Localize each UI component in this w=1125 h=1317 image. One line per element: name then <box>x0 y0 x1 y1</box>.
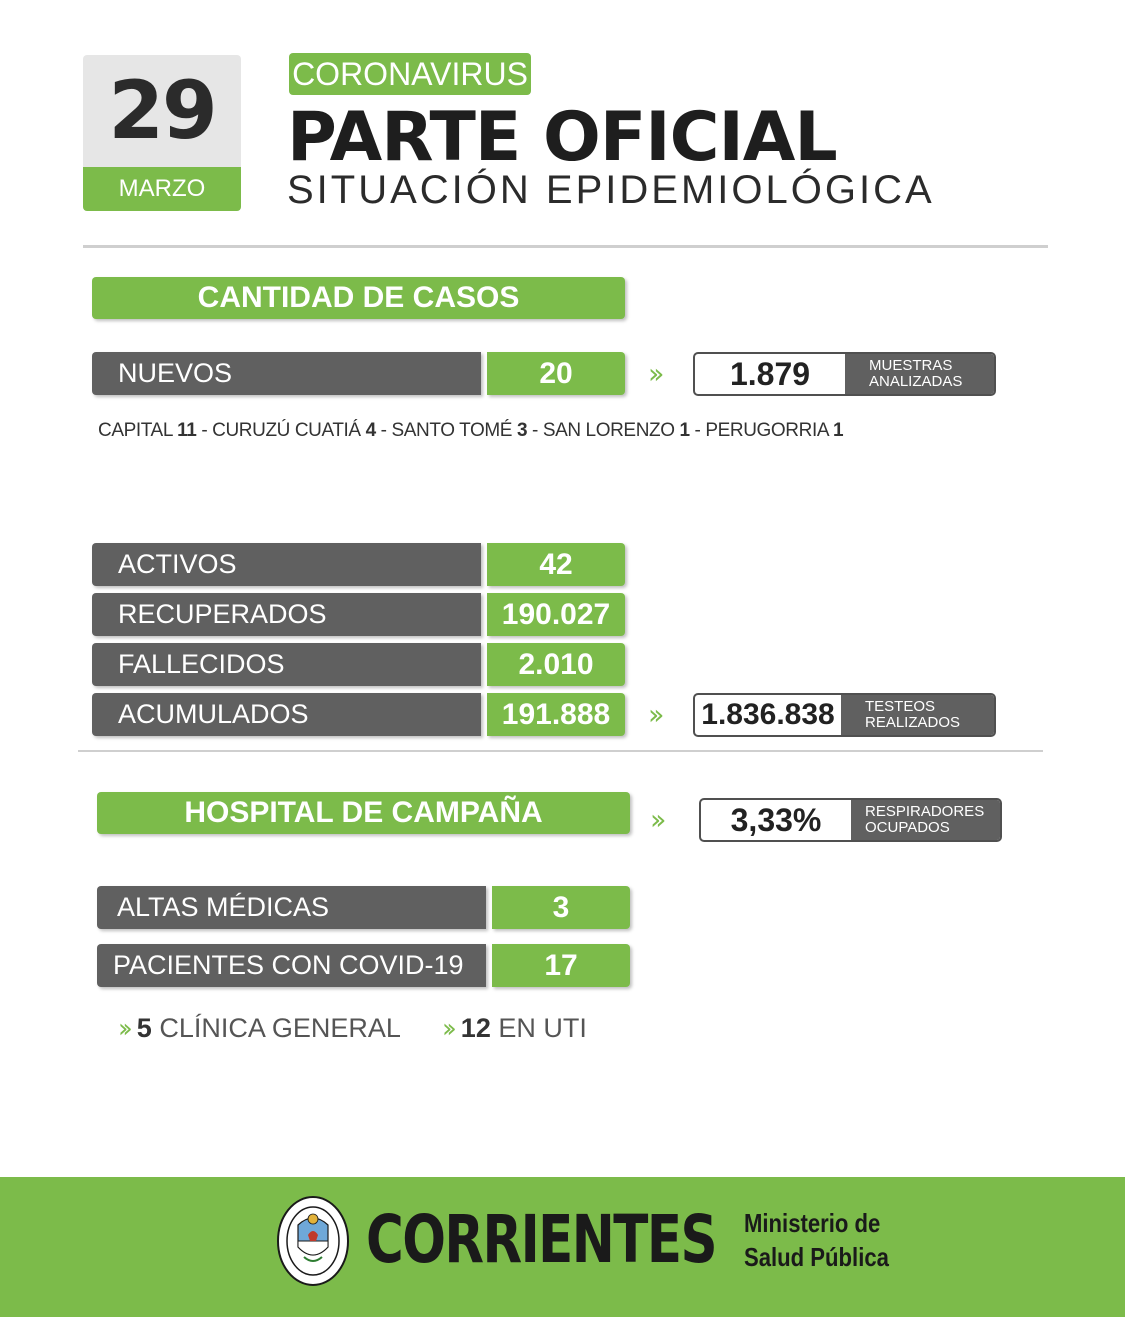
page-title: PARTE OFICIAL <box>287 98 837 177</box>
double-chevron-right-icon: ›› <box>442 1014 451 1044</box>
samples-caption-line2: ANALIZADAS <box>869 373 963 390</box>
cumulative-value: 191.888 <box>487 693 625 736</box>
divider <box>78 750 1043 752</box>
discharges-label: ALTAS MÉDICAS <box>97 886 486 929</box>
icu-count: 12 <box>460 1013 491 1043</box>
location-name: SANTO TOMÉ <box>391 420 513 441</box>
double-chevron-right-icon: ›› <box>648 357 659 390</box>
respirators-caption-line1: RESPIRADORES <box>865 803 985 820</box>
cases-section-title: CANTIDAD DE CASOS <box>92 277 625 319</box>
ministry-line2: Salud Pública <box>744 1242 889 1272</box>
coronavirus-tag: CORONAVIRUS <box>289 53 531 95</box>
covid-patients-label: PACIENTES CON COVID-19 <box>97 944 486 987</box>
tests-box <box>693 693 996 737</box>
general-ward-count: 5 <box>136 1013 152 1043</box>
general-ward-item <box>118 1010 401 1047</box>
ministry-name <box>744 1206 889 1274</box>
location-name: SAN LORENZO <box>542 420 675 441</box>
cumulative-label: ACUMULADOS <box>92 693 481 736</box>
respirators-caption-line2: OCUPADOS <box>865 819 950 836</box>
samples-box <box>693 352 996 396</box>
discharges-value: 3 <box>492 886 630 929</box>
recovered-value: 190.027 <box>487 593 625 636</box>
deceased-value: 2.010 <box>487 643 625 686</box>
provincial-seal-icon <box>276 1195 350 1287</box>
brand-name: CORRIENTES <box>366 1201 716 1278</box>
samples-caption-line1: MUESTRAS <box>869 357 953 374</box>
icu-label: EN UTI <box>498 1013 587 1043</box>
samples-value: 1.879 <box>729 356 811 392</box>
double-chevron-right-icon: ›› <box>650 803 661 836</box>
new-cases-value: 20 <box>487 352 625 395</box>
new-cases-label: NUEVOS <box>92 352 481 395</box>
tests-caption-line2: REALIZADOS <box>865 714 961 731</box>
location-count: 3 <box>516 420 528 441</box>
tests-value: 1.836.838 <box>701 698 835 731</box>
samples-caption <box>845 354 994 394</box>
active-label: ACTIVOS <box>92 543 481 586</box>
date-month: MARZO <box>83 167 241 211</box>
covid-patients-value: 17 <box>492 944 630 987</box>
respirators-caption <box>851 800 1000 840</box>
location-name: CURUZÚ CUATIÁ <box>212 420 361 441</box>
hospital-section-title: HOSPITAL DE CAMPAÑA <box>97 792 630 834</box>
location-name: PERUGORRIA <box>705 420 829 441</box>
general-ward-label: CLÍNICA GENERAL <box>159 1013 401 1043</box>
active-value: 42 <box>487 543 625 586</box>
ministry-line1: Ministerio de <box>744 1208 881 1238</box>
date-badge <box>83 55 241 211</box>
icu-item <box>442 1010 587 1047</box>
double-chevron-right-icon: ›› <box>648 698 659 731</box>
tests-caption-line1: TESTEOS <box>865 698 936 715</box>
deceased-label: FALLECIDOS <box>92 643 481 686</box>
location-count: 1 <box>679 420 690 441</box>
location-count: 1 <box>832 420 844 441</box>
recovered-label: RECUPERADOS <box>92 593 481 636</box>
location-count: 4 <box>365 420 376 441</box>
cases-by-location: CAPITAL 11 - CURUZÚ CUATIÁ 4 - SANTO TOMÉ 3 - SAN LORENZO 1 - PERUGORRIA 1 <box>98 420 844 441</box>
respirators-box <box>699 798 1002 842</box>
double-chevron-right-icon: ›› <box>118 1014 127 1044</box>
location-name: CAPITAL <box>98 420 173 441</box>
tests-caption <box>841 695 994 735</box>
page-subtitle: SITUACIÓN EPIDEMIOLÓGICA <box>287 168 935 212</box>
date-day: 29 <box>83 55 241 167</box>
divider <box>83 245 1048 248</box>
respirators-value: 3,33% <box>730 802 822 838</box>
location-count: 11 <box>177 420 197 441</box>
